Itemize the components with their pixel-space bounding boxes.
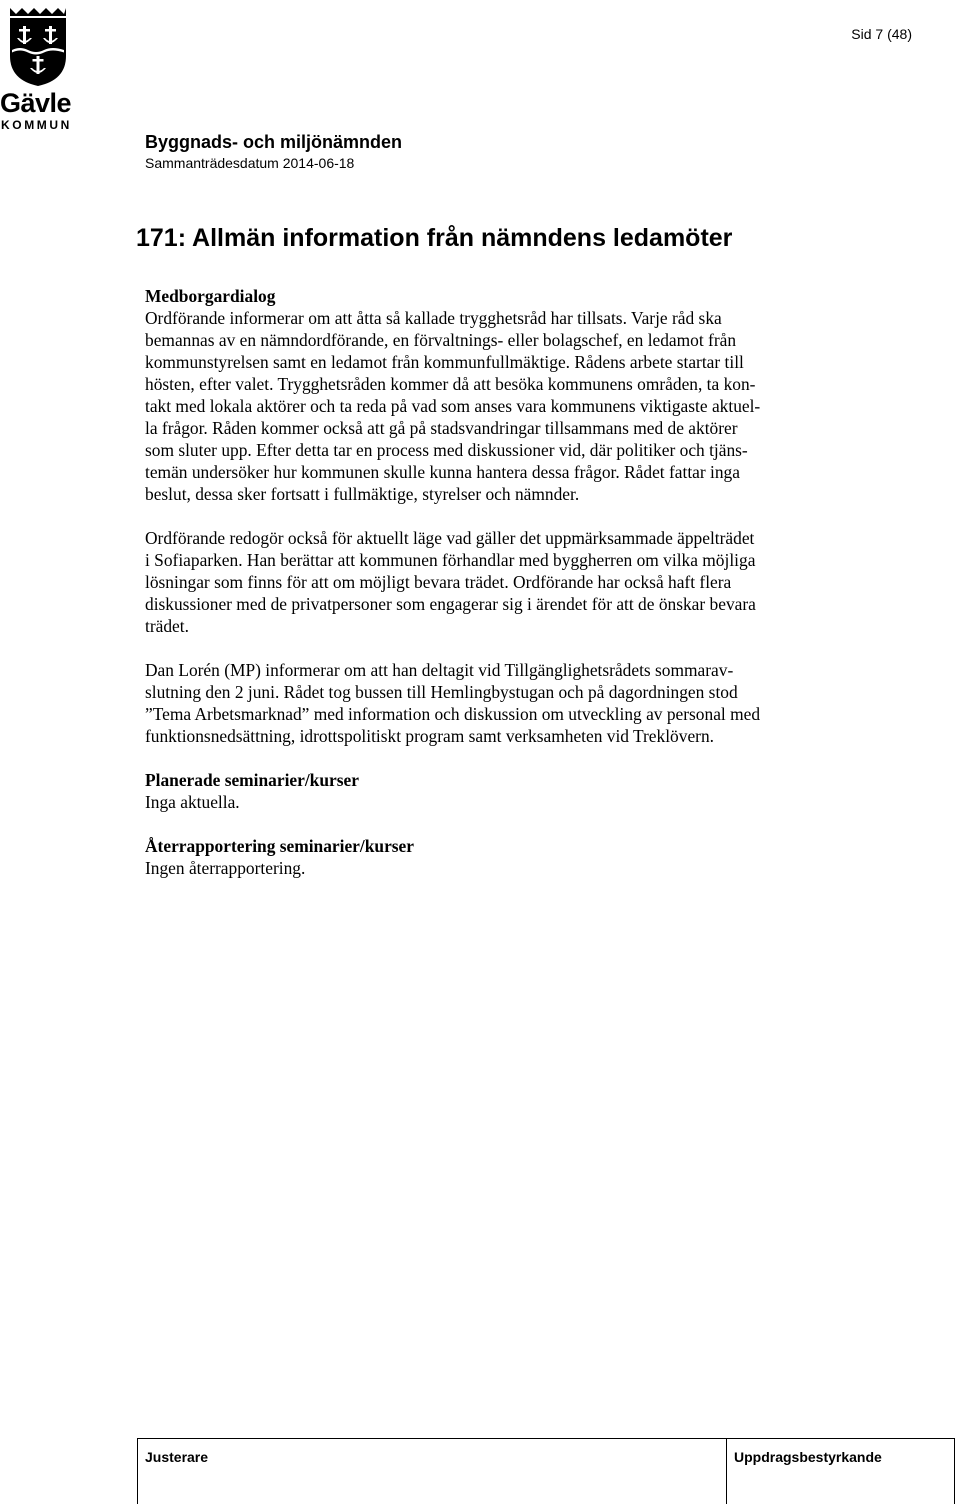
footer-signature-box [137, 1438, 955, 1504]
paragraph-appeltradet [145, 527, 905, 637]
footer-divider [726, 1438, 727, 1504]
text-line: la frågor. Råden kommer också att gå på stadsvandringar tillsammans med de aktörer [145, 418, 738, 438]
section-title: 171: Allmän information från nämndens ledamöter [136, 224, 733, 252]
document-body [145, 285, 905, 879]
coat-of-arms-icon [6, 4, 70, 88]
text-line: slutning den 2 juni. Rådet tog bussen till Hemlingbystugan och på dagordningen stod [145, 682, 738, 702]
text-line: takt med lokala aktörer och ta reda på vad som anses vara kommunens viktigaste aktuel- [145, 396, 761, 416]
paragraph-trygghetsrad [145, 307, 905, 505]
paragraph-ingen-aterrapportering: Ingen återrapportering. [145, 858, 306, 878]
text-line: kommunstyrelsen samt en ledamot från kommunfullmäktige. Rådens arbete startar till [145, 352, 744, 372]
text-line: Ordförande redogör också för aktuellt läge vad gäller det uppmärksammade äppelträdet [145, 528, 755, 548]
gavle-kommun-logo [0, 0, 80, 136]
page-number: Sid 7 (48) [851, 26, 912, 42]
text-line: trädet. [145, 616, 189, 636]
text-line: Ordförande informerar om att åtta så kallade trygghetsråd har tillsats. Varje råd ska [145, 308, 722, 328]
text-line: hösten, efter valet. Trygghetsråden kommer då att besöka kommunens områden, ta kon- [145, 374, 756, 394]
heading-aterrapportering: Återrapportering seminarier/kurser [145, 836, 414, 856]
text-line: funktionsnedsättning, idrottspolitiskt program samt verksamheten vid Treklövern. [145, 726, 714, 746]
text-line: som sluter upp. Efter detta tar en process med diskussioner vid, där politiker och tjäns- [145, 440, 748, 460]
logo-subtitle: KOMMUN [1, 118, 72, 132]
text-line: Dan Lorén (MP) informerar om att han deltagit vid Tillgänglighetsrådets sommarav- [145, 660, 734, 680]
footer-uppdragsbestyrkande-label: Uppdragsbestyrkande [734, 1449, 882, 1465]
heading-planerade-seminarier: Planerade seminarier/kurser [145, 770, 359, 790]
meeting-date: Sammanträdesdatum 2014-06-18 [145, 155, 355, 171]
text-line: temän undersöker hur kommunen skulle kunna hantera dessa frågor. Rådet fattar inga [145, 462, 740, 482]
text-line: diskussioner med de privatpersoner som engagerar sig i ärendet för att de önskar bevara [145, 594, 756, 614]
text-line: i Sofiaparken. Han berättar att kommunen förhandlar med byggherren om vilka möjliga [145, 550, 756, 570]
committee-name: Byggnads- och miljönämnden [145, 132, 403, 152]
paragraph-inga-aktuella: Inga aktuella. [145, 792, 240, 812]
footer-justerare-label: Justerare [145, 1449, 209, 1465]
text-line: beslut, dessa sker fortsatt i fullmäktige, styrelser och nämnder. [145, 484, 580, 504]
paragraph-tillganglighetsradet [145, 659, 905, 747]
text-line: lösningar som finns för att om möjligt bevara trädet. Ordförande har också haft flera [145, 572, 732, 592]
heading-medborgardialog: Medborgardialog [145, 286, 276, 306]
text-line: bemannas av en nämndordförande, en förvaltnings- eller bolagschef, en ledamot från [145, 330, 737, 350]
text-line: ”Tema Arbetsmarknad” med information och diskussion om utveckling av personal med [145, 704, 761, 724]
logo-wordmark: Gävle [0, 88, 72, 118]
